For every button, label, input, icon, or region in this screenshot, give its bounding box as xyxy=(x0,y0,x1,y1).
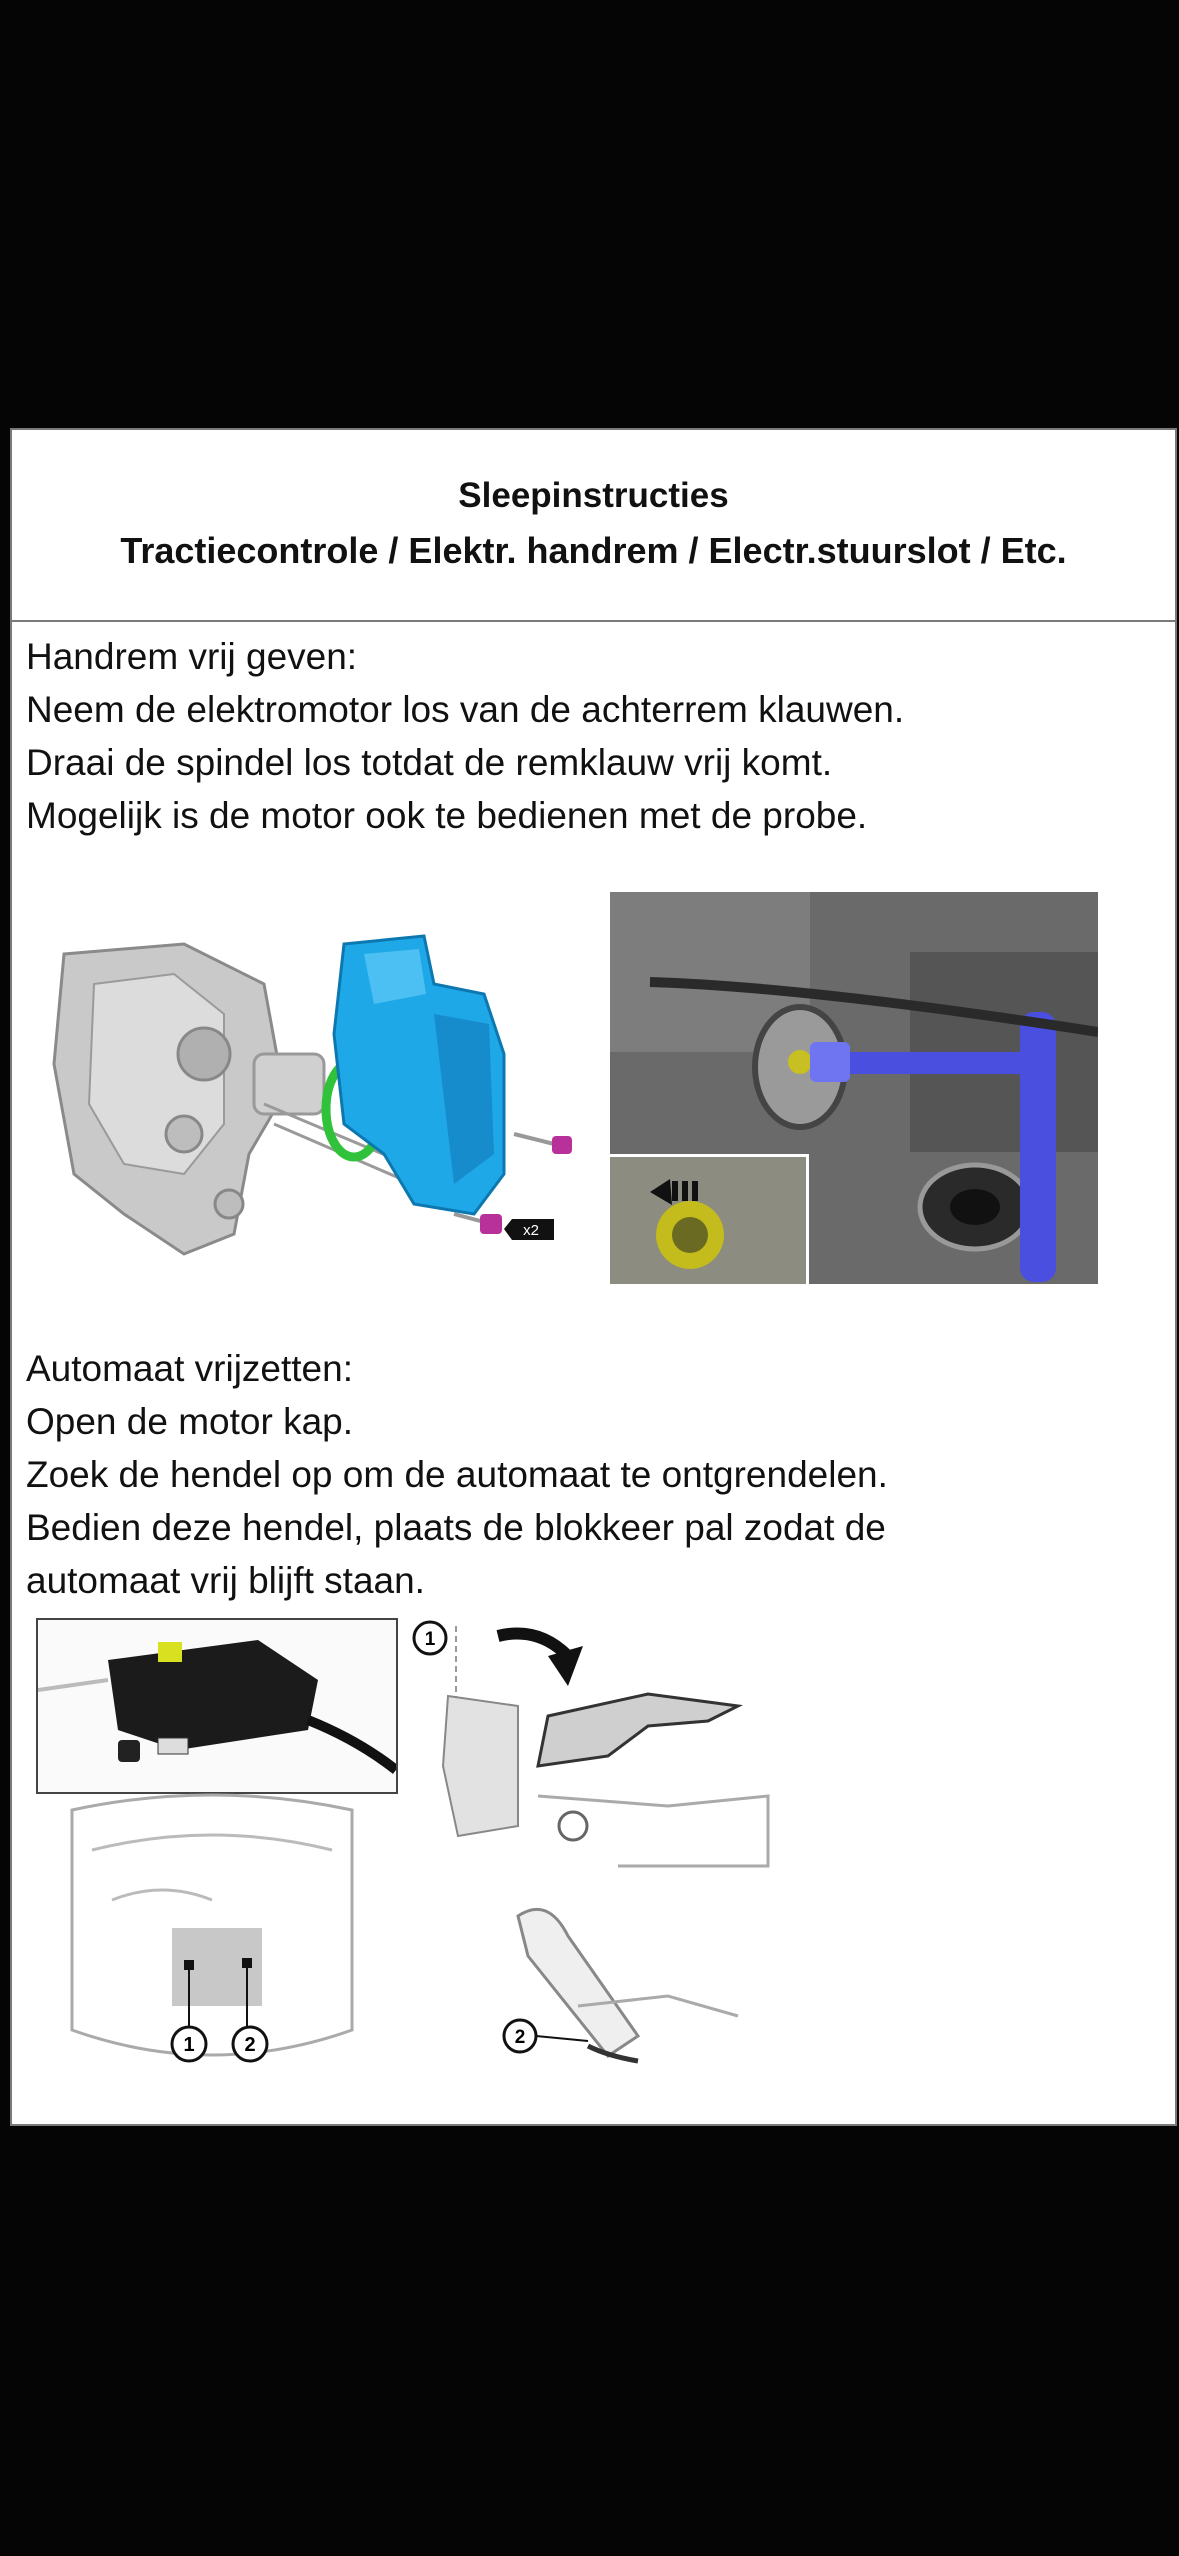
callout-1-marker xyxy=(172,2027,206,2061)
lever-operation-diagram xyxy=(408,1616,778,2096)
handbrake-instructions xyxy=(26,630,904,842)
bolt-icon xyxy=(514,1134,572,1154)
automatic-step-2: Zoek de hendel op om de automaat te ontgrendelen. xyxy=(26,1454,888,1495)
automatic-heading: Automaat vrijzetten: xyxy=(26,1348,353,1389)
bolt-icon xyxy=(454,1214,502,1234)
detail-inset xyxy=(610,1154,809,1284)
svg-text:2: 2 xyxy=(244,2034,256,2056)
brake-caliper xyxy=(54,944,324,1254)
electric-motor xyxy=(334,936,504,1214)
svg-text:1: 1 xyxy=(424,1629,436,1650)
svg-text:2: 2 xyxy=(514,2027,526,2048)
automatic-step-3: Bedien deze hendel, plaats de blokkeer pal zodat de xyxy=(26,1507,886,1548)
car-hood-diagram xyxy=(52,1790,372,2090)
handbrake-step-1: Neem de elektromotor los van de achterrem klauwen. xyxy=(26,689,905,730)
svg-text:1: 1 xyxy=(183,2034,195,2056)
caliper-motor-illustration xyxy=(34,924,594,1264)
handbrake-step-2: Draai de spindel los totdat de remklauw vrij komt. xyxy=(26,742,833,783)
page-subtitle: Tractiecontrole / Elektr. handrem / Electr.stuurslot / Etc. xyxy=(120,530,1067,571)
handbrake-heading: Handrem vrij geven: xyxy=(26,636,358,677)
svg-text:x2: x2 xyxy=(523,1222,539,1239)
spindle-tool-photo xyxy=(610,892,1098,1284)
page-title: Sleepinstructies xyxy=(458,476,729,515)
sheet-header xyxy=(12,430,1175,622)
automatic-instructions xyxy=(26,1342,888,1607)
quantity-badge xyxy=(504,1219,554,1240)
callout-1-marker xyxy=(414,1622,446,1654)
handbrake-step-3: Mogelijk is de motor ook te bedienen met de probe. xyxy=(26,795,868,836)
automatic-step-1: Open de motor kap. xyxy=(26,1401,354,1442)
lever-photo xyxy=(36,1618,398,1794)
instruction-sheet xyxy=(10,428,1177,2126)
callout-2-marker xyxy=(233,2027,267,2061)
callout-2-marker xyxy=(504,2020,536,2052)
automatic-step-3-cont: automaat vrij blijft staan. xyxy=(26,1560,425,1601)
pull-arrow-icon xyxy=(498,1634,568,1657)
